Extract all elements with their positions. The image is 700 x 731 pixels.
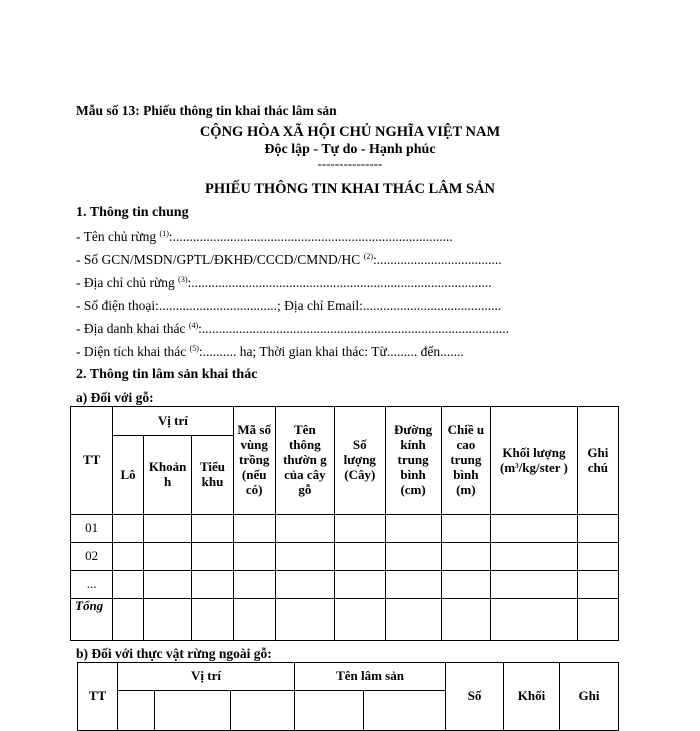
field-area-time: [76, 344, 464, 360]
field-address: [76, 275, 492, 291]
col-location: Vị trí: [113, 407, 233, 436]
section1-heading: 1. Thông tin chung: [76, 205, 189, 220]
table-row: [71, 571, 619, 599]
table-row: [71, 515, 619, 543]
footnote-ref: (4): [188, 321, 199, 330]
col-location: Vị trí: [118, 663, 295, 691]
field-certificate: [76, 252, 502, 268]
field-label: - Tên chủ rừng: [76, 229, 160, 244]
header-separator: ---------------: [317, 156, 383, 171]
wood-subheading: a) Đối với gỗ:: [76, 390, 154, 405]
col-height: Chiề u cao trung bình (m): [441, 407, 491, 515]
national-motto: Độc lập - Tự do - Hạnh phúc: [264, 142, 436, 157]
document-title: PHIẾU THÔNG TIN KHAI THÁC LÂM SẢN: [204, 181, 496, 197]
non-wood-subheading: b) Đối với thực vật rừng ngoài gỗ:: [76, 646, 272, 661]
col-quantity: Số lượng (Cây): [334, 407, 385, 515]
footnote-ref: (2): [363, 252, 373, 261]
col-tt: TT: [78, 663, 118, 731]
row-number: 01: [71, 515, 113, 543]
col-notes: Ghi chú: [577, 407, 618, 515]
row-number: 02: [71, 543, 113, 571]
wood-table: [70, 406, 619, 641]
footnote-ref: (1): [159, 229, 169, 238]
non-wood-table: [77, 662, 619, 731]
section2-heading: 2. Thông tin lâm sản khai thác: [76, 367, 258, 382]
col-block: Khoản h: [143, 436, 192, 515]
fill-dots: :.........................................................................................: [187, 275, 492, 290]
table-row: [71, 543, 619, 571]
col-volume: [491, 407, 578, 515]
col-zone-code: Mã số vùng trồng (nếu có): [233, 407, 275, 515]
field-place: [76, 321, 509, 337]
col-product-name: Tên lâm sản: [295, 663, 446, 691]
col-volume-a: Khối lượng (m: [499, 444, 566, 475]
field-phone-email: - Số điện thoại:...................................; Địa chỉ Email:.........................................: [76, 298, 502, 313]
footnote-ref: (5): [189, 344, 199, 353]
col-diameter: Đường kính trung bình (cm): [385, 407, 441, 515]
field-label: - Diện tích khai thác: [76, 344, 190, 359]
fill-dots: :.....................................: [373, 252, 502, 267]
field-label: - Địa chỉ chủ rừng: [76, 275, 179, 290]
col-quantity: Số: [446, 663, 504, 731]
col-subblock: Tiểu khu: [192, 436, 233, 515]
footnote-ref: (3): [178, 275, 188, 284]
col-tree-name: Tên thông thườn g của cây gỗ: [275, 407, 334, 515]
row-number: ...: [71, 571, 113, 599]
national-title: CỘNG HÒA XÃ HỘI CHỦ NGHĨA VIỆT NAM: [199, 124, 501, 140]
col-notes: Ghi: [560, 663, 619, 731]
col-volume: Khối: [504, 663, 560, 731]
fill-dots: :.......... ha; Thời gian khai thác: Từ......... đến.......: [198, 344, 464, 359]
col-volume-sup: 3: [515, 461, 519, 470]
field-label: - Số GCN/MSDN/GPTL/ĐKHĐ/CCCD/CMND/HC: [76, 252, 364, 267]
col-tt: TT: [71, 407, 113, 515]
table-row-total: [71, 599, 619, 641]
col-lot: Lô: [113, 436, 144, 515]
col-volume-b: /kg/ster ): [518, 459, 568, 475]
form-number: Mẫu số 13: Phiếu thông tin khai thác lâm sản: [76, 103, 337, 118]
fill-dots: :...........................................................................................: [198, 321, 510, 336]
fill-dots: :...................................................................................: [168, 229, 453, 244]
field-owner-name: [76, 229, 453, 245]
field-label: - Địa danh khai thác: [76, 321, 189, 336]
total-label: Tổng: [71, 599, 113, 641]
